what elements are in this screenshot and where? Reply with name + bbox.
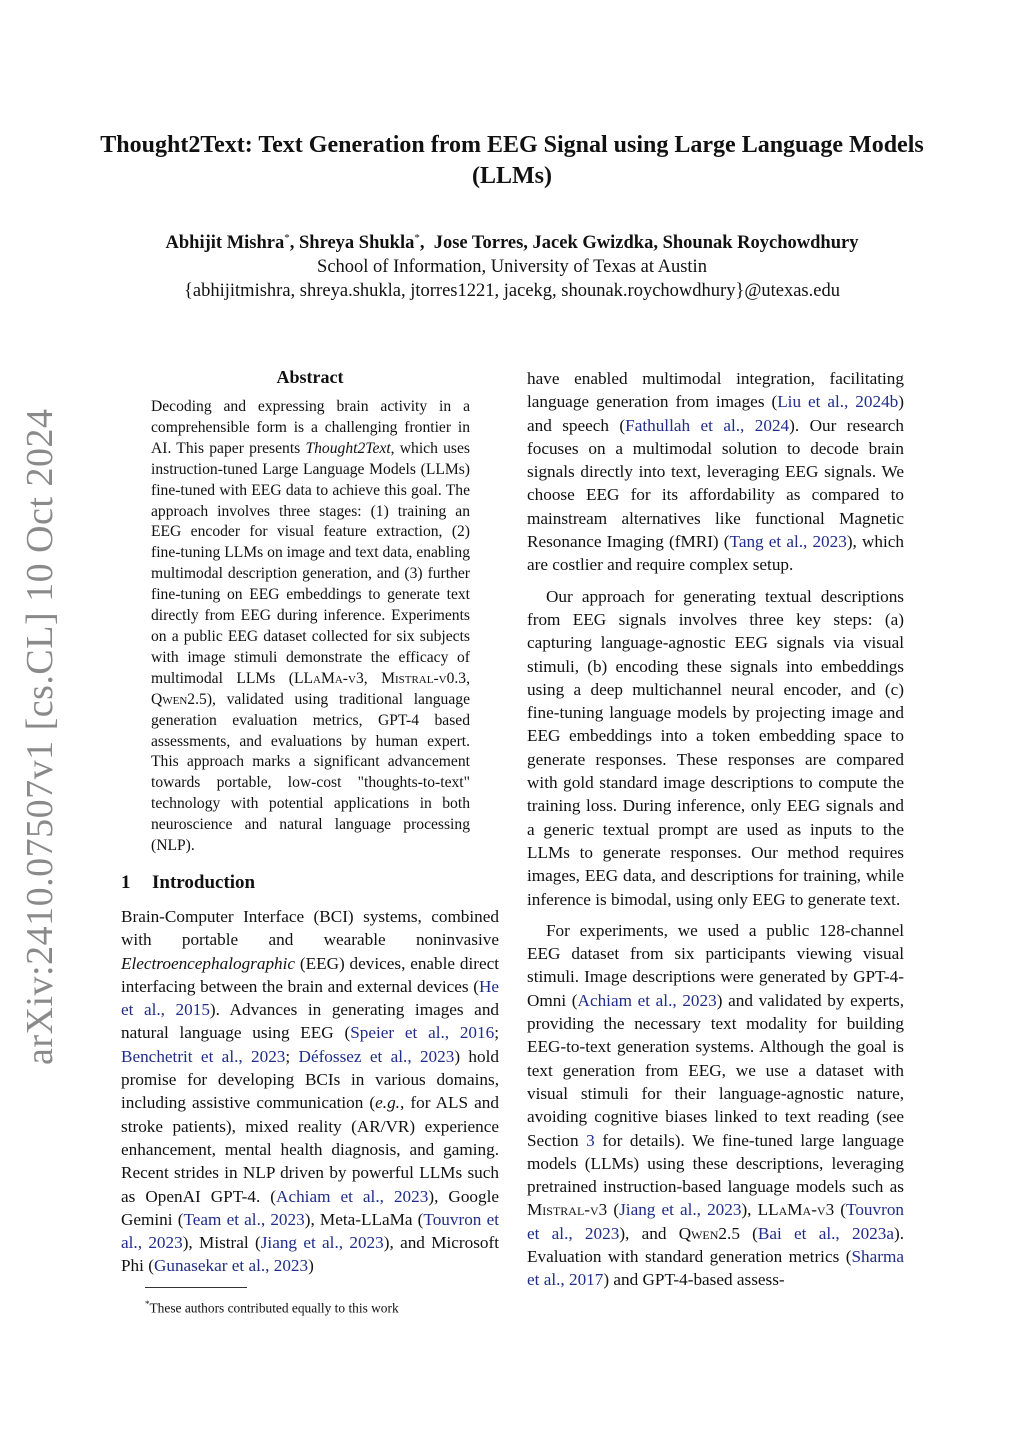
intro-paragraph: have enabled multimodal integration, facilitating language generation from images (Liu et al., 2024b) and speech (Fathullah et al., 2024). Our research focuses on a multimodal solution to decode brain signals directly into text, leveraging EEG signals. We choose EEG for its affordability as compared to mainstream alternatives like functional Magnetic Resonance Imaging (fMRI) (Tang et al., 2023), which are costlier and require complex setup. (527, 369, 904, 575)
citation-link[interactable]: Achiam et al., 2023 (577, 990, 717, 1010)
intro-paragraph: For experiments, we used a public 128-channel EEG dataset from six participants viewing visual stimuli. Image descriptions were generated by GPT-4-Omni (Achiam et al., 2023) and validated by experts, providing the necessary text modality for building EEG-to-text generation systems. Although the goal is text generation from EEG, we use a dataset with visual stimuli for their language-agnostic nature, avoiding cognitive biases linked to text reading (see Section 3 for details). We fine-tuned large language models (LLMs) using these descriptions, leveraging pretrained instruction-based language models such as Mistral-v3 (Jiang et al., 2023), LLaMa-v3 (Touvron et al., 2023), and Qwen2.5 (Bai et al., 2023a). Evaluation with standard generation metrics (Sharma et al., 2017) and GPT-4-based assess- (527, 920, 905, 1290)
citation-link[interactable]: Achiam et al., 2023 (276, 1186, 429, 1206)
citation-link[interactable]: Touvron et al., 2023 (121, 1209, 499, 1253)
model-name: Qwen2.5 (151, 690, 207, 708)
arxiv-identifier: arXiv:2410.07507v1 [cs.CL] 10 Oct 2024 (19, 408, 61, 1065)
citation-link[interactable]: Bai et al., 2023a (757, 1223, 894, 1243)
citation-link[interactable]: Touvron et al., 2023 (527, 1200, 905, 1243)
model-name: LLaMa-v3 (294, 669, 364, 687)
intro-paragraph: Brain-Computer Interface (BCI) systems, combined with portable and wearable noninvasive Electroencephalographic (EEG) devices, enable direct interfacing between the brain and external devices (He et al., 2015). Advances in generating images and natural language using EEG (Speier et al., 2016; Benchetrit et al., 2023; Défossez et al., 2023) hold promise for developing BCIs in various domains, including assistive communication (e.g., for ALS and stroke patients), mixed reality (AR/VR) experience enhancement, mental health diagnosis, and gaming. Recent strides in NLP driven by powerful LLMs such as OpenAI GPT-4. (Achiam et al., 2023), Google Gemini (Team et al., 2023), Meta-LLaMa (Touvron et al., 2023), Mistral (Jiang et al., 2023), and Microsoft Phi (Gunasekar et al., 2023) (121, 906, 500, 1276)
affiliation: School of Information, University of Texas at Austin (317, 257, 707, 278)
citation-link[interactable]: Jiang et al., 2023 (260, 1233, 384, 1253)
citation-link[interactable]: Benchetrit et al., 2023 (121, 1046, 286, 1066)
equal-contrib-mark: * (414, 232, 420, 244)
left-column (121, 365, 499, 1316)
footnote (121, 1296, 499, 1316)
footnote-divider (145, 1287, 247, 1288)
citation-link[interactable]: Fathullah et al., 2024 (625, 415, 790, 435)
abstract-heading: Abstract (276, 367, 344, 387)
section-number: 1 (121, 871, 131, 893)
section-heading-introduction (121, 871, 499, 895)
author-emails: {abhijitmishra, shreya.shukla, jtorres1221, jacekg, shounak.roychowdhury}@utexas.edu (184, 281, 840, 302)
author-2: Shreya Shukla (299, 233, 415, 254)
citation-link[interactable]: Liu et al., 2024b (777, 392, 899, 412)
other-authors: Jose Torres, Jacek Gwizdka, Shounak Roychowdhury (433, 233, 859, 254)
abstract-text: Decoding and expressing brain activity in a comprehensible form is a challenging frontier in AI. This paper presents Thought2Text, which uses instruction-tuned Large Language Models (LLMs) fine-tuned with EEG data to achieve this goal. The approach involves three stages: (1) training an EEG encoder for visual feature extraction, (2) fine-tuning LLMs on image and text data, enabling multimodal description generation, and (3) further fine-tuning on EEG embeddings to generate text directly from EEG during inference. Experiments on a public EEG dataset collected for six subjects with image stimuli demonstrate the efficacy of multimodal LLMs (LLaMa-v3, Mistral-v0.3, Qwen2.5), validated using traditional language generation evaluation metrics, GPT-4 based assessments, and evaluations by human expert. This approach marks a significant advancement towards portable, low-cost "thoughts-to-text" technology with potential applications in both neuroscience and natural language processing (NLP). (151, 398, 471, 855)
footnote-text: These authors contributed equally to this work (149, 1300, 399, 1316)
section-reference-link[interactable]: 3 (586, 1130, 595, 1150)
intro-paragraph: Our approach for generating textual descriptions from EEG signals involves three key steps: (a) capturing language-agnostic EEG signals via visual stimuli, (b) encoding these signals into embeddings using a deep multichannel neural encoder, and (c) fine-tuning language models by projecting image and EEG embeddings into a token embedding space to generate responses. These responses are compared with gold standard image descriptions to compute the training loss. During inference, only EEG signals and a generic textual prompt are used as inputs to the LLMs to generate responses. Our method requires images, EEG data, and descriptions for training, while inference is bimodal, using only EEG to generate text. (527, 586, 904, 909)
citation-link[interactable]: Défossez et al., 2023 (298, 1046, 455, 1066)
model-name: LLaMa-v3 (757, 1200, 835, 1220)
model-name: Mistral-v3 (527, 1200, 608, 1220)
author-names: Abhijit Mishra*, Shreya Shukla*, Jose Torres, Jacek Gwizdka, Shounak Roychowdhury (165, 232, 859, 254)
author-block (60, 226, 964, 303)
model-name: Mistral-v0.3 (381, 669, 467, 687)
right-column (527, 367, 904, 1292)
model-name: Qwen2.5 (678, 1223, 740, 1243)
citation-link[interactable]: Sharma et al., 2017 (527, 1246, 904, 1290)
citation-link[interactable]: Gunasekar et al., 2023 (153, 1256, 309, 1276)
citation-link[interactable]: He et al., 2015 (121, 976, 499, 1020)
citation-link[interactable]: Speier et al., 2016 (350, 1023, 495, 1043)
author-1: Abhijit Mishra (165, 233, 285, 254)
paper-title: Thought2Text: Text Generation from EEG Signal using Large Language Models (LLMs) (100, 132, 924, 189)
citation-link[interactable]: Tang et al., 2023 (729, 532, 847, 552)
section-title: Introduction (152, 871, 256, 893)
footnote-mark: * (145, 1298, 150, 1309)
citation-link[interactable]: Jiang et al., 2023 (619, 1200, 742, 1220)
equal-contrib-mark: * (284, 232, 290, 244)
citation-link[interactable]: Team et al., 2023 (183, 1209, 305, 1229)
